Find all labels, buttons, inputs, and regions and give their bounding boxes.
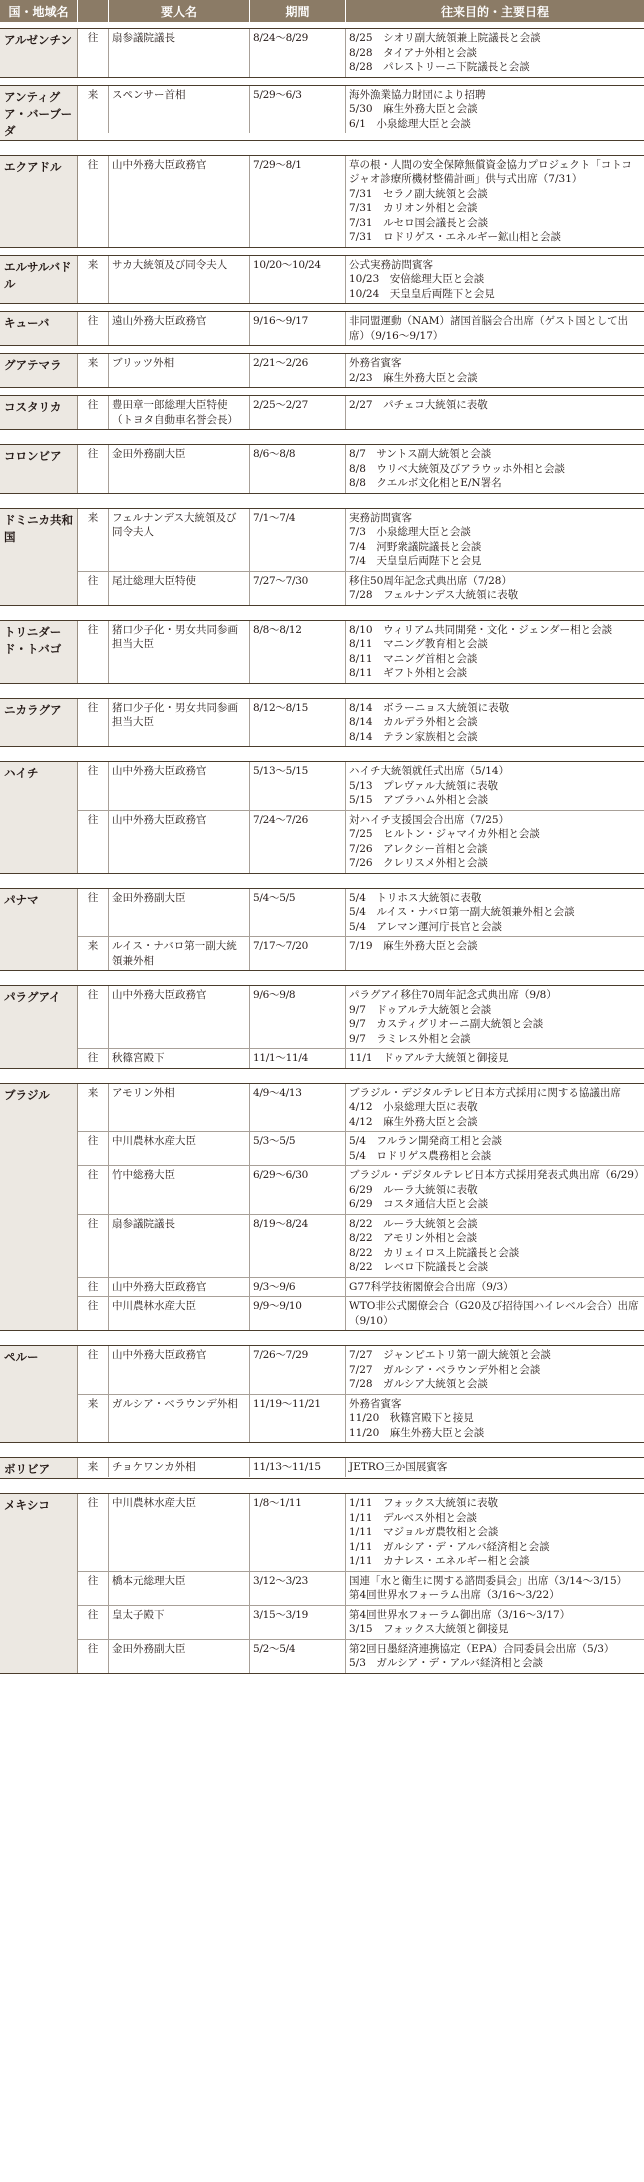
visit-list: [78, 312, 644, 345]
purpose-line: 7/31 セラノ副大統領と会談: [349, 187, 488, 200]
header-period: 期間: [250, 0, 346, 22]
purpose-line: 8/8 クエルボ文化相とE/N署名: [349, 477, 502, 489]
table-row: [78, 986, 644, 1048]
period-cell: 7/29〜8/1: [250, 156, 346, 247]
purpose-cell: [346, 889, 644, 937]
person-cell: 猪口少子化・男女共同参画担当大臣: [109, 699, 250, 747]
purpose-line: 5/4 トリホス大統領に表敬: [349, 891, 482, 904]
period-cell: 7/24〜7/26: [250, 811, 346, 873]
country-name: ハイチ: [0, 762, 78, 873]
direction-cell: 往: [78, 312, 109, 345]
period-cell: 5/4〜5/5: [250, 889, 346, 937]
country-block: [0, 508, 644, 606]
table-row: [78, 621, 644, 683]
table-row: [78, 1494, 644, 1571]
direction-cell: 往: [78, 1572, 109, 1605]
purpose-cell: [346, 1084, 644, 1132]
person-cell: 金田外務副大臣: [109, 445, 250, 493]
purpose-line: 7/19 麻生外務大臣と会談: [349, 940, 478, 952]
period-cell: 9/16〜9/17: [250, 312, 346, 345]
purpose-line: 7/26 クレリスメ外相と会談: [349, 857, 488, 869]
table-row: [78, 1639, 644, 1673]
table-row: [78, 762, 644, 810]
period-cell: 5/29〜6/3: [250, 86, 346, 134]
purpose-line: 第2回日墨経済連携協定（EPA）合同委員会出席（5/3）: [349, 1642, 615, 1655]
purpose-line: 6/29 ルーラ大統領に表敬: [349, 1183, 478, 1196]
table-row: [78, 699, 644, 747]
period-cell: 7/27〜7/30: [250, 572, 346, 605]
country-block: [0, 155, 644, 248]
purpose-line: 8/28 パレストリーニ下院議長と会談: [349, 61, 530, 73]
purpose-line: 海外漁業協力財団により招聘: [349, 88, 486, 101]
period-cell: 2/25〜2/27: [250, 396, 346, 429]
person-cell: 猪口少子化・男女共同参画担当大臣: [109, 621, 250, 683]
period-cell: 9/6〜9/8: [250, 986, 346, 1048]
purpose-line: 8/25 シオリ副大統領兼上院議長と会談: [349, 32, 541, 44]
visit-list: [78, 889, 644, 971]
purpose-line: 草の根・人間の安全保障無償資金協力プロジェクト「コトコジャオ診療所機材整備計画」供与式出席（7/31）: [349, 158, 632, 185]
purpose-line: 10/24 天皇皇后両陛下と会見: [349, 287, 495, 300]
visit-list: [78, 699, 644, 747]
country-name: ドミニカ共和国: [0, 509, 78, 605]
country-block: [0, 698, 644, 748]
person-cell: ブリッツ外相: [109, 354, 250, 387]
person-cell: 中川農林水産大臣: [109, 1494, 250, 1571]
country-name: アルゼンチン: [0, 29, 78, 77]
person-cell: 豊田章一郎総理大臣特使（トヨタ自動車名誉会長）: [109, 396, 250, 429]
purpose-cell: [346, 312, 644, 345]
purpose-line: 4/12 小泉総理大臣に表敬: [349, 1101, 478, 1113]
direction-cell: 往: [78, 445, 109, 493]
country-name: キューバ: [0, 312, 78, 345]
purpose-cell: [346, 396, 644, 429]
visit-list: [78, 29, 644, 77]
person-cell: 山中外務大臣政務官: [109, 811, 250, 873]
direction-cell: 来: [78, 509, 109, 571]
direction-cell: 往: [78, 889, 109, 937]
purpose-line: 8/11 マニング教育相と会談: [349, 638, 488, 650]
country-name: パラグアイ: [0, 986, 78, 1068]
table-row: [78, 354, 644, 387]
person-cell: フェルナンデス大統領及び同令夫人: [109, 509, 250, 571]
purpose-line: 8/22 カリェイロス上院議長と会談: [349, 1246, 520, 1259]
period-cell: 7/17〜7/20: [250, 937, 346, 970]
purpose-cell: [346, 1572, 644, 1605]
purpose-line: 5/4 ルイス・ナバロ第一副大統領兼外相と会談: [349, 906, 575, 918]
purpose-cell: [346, 1166, 644, 1214]
purpose-line: JETRO三か国展賓客: [349, 1461, 448, 1473]
direction-cell: 往: [78, 1049, 109, 1068]
direction-cell: 往: [78, 396, 109, 429]
person-cell: 扇参議院議長: [109, 29, 250, 77]
purpose-line: 対ハイチ支援国会合出席（7/25）: [349, 813, 510, 826]
purpose-cell: [346, 256, 644, 304]
direction-cell: 来: [78, 937, 109, 970]
purpose-line: 10/23 安倍総理大臣と会談: [349, 273, 485, 285]
country-name: エクアドル: [0, 156, 78, 247]
visit-list: [78, 445, 644, 493]
purpose-line: 1/11 フォックス大統領に表敬: [349, 1497, 498, 1509]
purpose-line: 国連「水と衛生に関する諮問委員会」出席（3/14〜3/15）: [349, 1574, 628, 1587]
country-block: [0, 85, 644, 141]
purpose-line: ブラジル・デジタルテレビ日本方式採用に関する協議出席: [349, 1086, 621, 1099]
purpose-line: 7/27 ジャンピエトリ第一副大統領と会談: [349, 1349, 551, 1361]
visit-list: [78, 509, 644, 605]
visit-list: [78, 1084, 644, 1331]
country-name: メキシコ: [0, 1494, 78, 1673]
purpose-line: 7/26 アレクシー首相と会談: [349, 842, 488, 855]
country-block: [0, 353, 644, 388]
table-row: [78, 312, 644, 345]
person-cell: サカ大統領及び同令夫人: [109, 256, 250, 304]
visit-list: [78, 762, 644, 873]
visit-list: [78, 1494, 644, 1673]
purpose-line: パラグアイ移住70周年記念式典出席（9/8）: [349, 989, 557, 1001]
person-cell: チョケワンカ外相: [109, 1458, 250, 1477]
direction-cell: 往: [78, 699, 109, 747]
purpose-line: ブラジル・デジタルテレビ日本方式採用発表式典出席（6/29）: [349, 1169, 644, 1181]
direction-cell: 往: [78, 1346, 109, 1394]
table-row: [78, 1296, 644, 1330]
purpose-line: 4/12 麻生外務大臣と会談: [349, 1115, 478, 1128]
period-cell: 3/15〜3/19: [250, 1606, 346, 1639]
purpose-line: 8/14 カルデラ外相と会談: [349, 716, 478, 728]
period-cell: 5/3〜5/5: [250, 1132, 346, 1165]
direction-cell: 往: [78, 1278, 109, 1297]
visit-list: [78, 86, 644, 140]
table-row: [78, 445, 644, 493]
table-body: [0, 28, 644, 1674]
table-row: [78, 1214, 644, 1277]
purpose-line: 8/8 ウリベ大統領及びアラウッホ外相と会談: [349, 462, 565, 475]
direction-cell: 往: [78, 762, 109, 810]
purpose-line: 1/11 ガルシア・デ・アルバ経済相と会談: [349, 1540, 550, 1553]
table-row: [78, 571, 644, 605]
table-row: [78, 396, 644, 429]
direction-cell: 来: [78, 256, 109, 304]
table-row: [78, 1458, 644, 1477]
person-cell: 皇太子殿下: [109, 1606, 250, 1639]
table-row: [78, 1346, 644, 1394]
direction-cell: 往: [78, 1166, 109, 1214]
country-name: エルサルバドル: [0, 256, 78, 304]
purpose-cell: [346, 354, 644, 387]
table-header: [0, 0, 644, 22]
purpose-line: 1/11 カナレス・エネルギー相と会談: [349, 1555, 530, 1567]
person-cell: 金田外務副大臣: [109, 889, 250, 937]
purpose-line: 7/4 天皇皇后両陛下と会見: [349, 555, 482, 567]
table-row: [78, 1131, 644, 1165]
country-name: ブラジル: [0, 1084, 78, 1331]
purpose-line: 移住50周年記念式典出席（7/28）: [349, 574, 512, 587]
direction-cell: 往: [78, 811, 109, 873]
purpose-line: 7/4 河野衆議院議長と会談: [349, 540, 482, 553]
direction-cell: 往: [78, 621, 109, 683]
table-row: [78, 1165, 644, 1214]
purpose-cell: [346, 1346, 644, 1394]
direction-cell: 来: [78, 354, 109, 387]
purpose-line: 外務省賓客: [349, 1397, 402, 1410]
header-purpose: 往来目的・主要日程: [440, 4, 549, 19]
country-block: [0, 985, 644, 1069]
table-row: [78, 1048, 644, 1068]
person-cell: スペンサー首相: [109, 86, 250, 134]
purpose-cell: [346, 1395, 644, 1443]
purpose-line: 8/11 マニング首相と会談: [349, 652, 478, 665]
table-row: [78, 29, 644, 77]
person-cell: 山中外務大臣政務官: [109, 1278, 250, 1297]
country-name: ニカラグア: [0, 699, 78, 747]
table-row: [78, 1571, 644, 1605]
purpose-line: 2/27 パチェコ大統領に表敬: [349, 399, 488, 411]
visit-list: [78, 256, 644, 304]
country-block: [0, 761, 644, 874]
purpose-line: 7/28 フェルナンデス大統領に表敬: [349, 589, 519, 601]
purpose-line: 8/10 ウィリアム共同開発・文化・ジェンダー相と会談: [349, 623, 613, 636]
purpose-cell: [346, 1278, 644, 1297]
person-cell: 中川農林水産大臣: [109, 1132, 250, 1165]
purpose-line: 7/25 ヒルトン・ジャマイカ外相と会談: [349, 828, 540, 840]
direction-cell: 往: [78, 1640, 109, 1673]
header-person: 要人名: [109, 0, 250, 22]
country-block: [0, 28, 644, 78]
header-country: 国・地域名: [0, 0, 78, 22]
purpose-cell: [346, 445, 644, 493]
purpose-line: 5/4 フルラン開発商工相と会談: [349, 1135, 502, 1147]
person-cell: 尾辻総理大臣特使: [109, 572, 250, 605]
purpose-line: 5/4 ロドリゲス農務相と会談: [349, 1149, 492, 1162]
purpose-line: 非同盟運動（NAM）諸国首脳会合出席（ゲスト国として出席）（9/16〜9/17）: [349, 315, 629, 342]
purpose-line: 第4回世界水フォーラム出席（3/16〜3/22）: [349, 1589, 560, 1601]
purpose-cell: [346, 1297, 644, 1330]
purpose-line: 8/28 タイアナ外相と会談: [349, 46, 478, 59]
direction-cell: 往: [78, 1494, 109, 1571]
country-block: [0, 1083, 644, 1332]
country-name: ボリビア: [0, 1458, 78, 1478]
period-cell: 5/2〜5/4: [250, 1640, 346, 1673]
person-cell: 扇参議院議長: [109, 1215, 250, 1277]
country-block: [0, 888, 644, 972]
purpose-line: 9/7 ラミレス外相と会談: [349, 1032, 471, 1045]
visit-list: [78, 986, 644, 1068]
purpose-cell: [346, 1458, 644, 1477]
purpose-line: G77科学技術閣僚会合出席（9/3）: [349, 1280, 514, 1293]
purpose-line: 5/4 アレマン運河庁長官と会談: [349, 920, 502, 933]
purpose-line: 8/22 ルーラ大統領と会談: [349, 1217, 478, 1230]
purpose-line: 9/7 ドゥアルテ大統領と会談: [349, 1003, 492, 1016]
direction-cell: 往: [78, 986, 109, 1048]
person-cell: 山中外務大臣政務官: [109, 762, 250, 810]
purpose-cell: [346, 572, 644, 605]
purpose-line: 実務訪問賓客: [349, 511, 412, 524]
table-row: [78, 256, 644, 304]
direction-cell: 往: [78, 1297, 109, 1330]
table-row: [78, 156, 644, 247]
purpose-line: 第4回世界水フォーラム御出席（3/16〜3/17）: [349, 1608, 571, 1621]
direction-cell: 往: [78, 1132, 109, 1165]
person-cell: アモリン外相: [109, 1084, 250, 1132]
direction-cell: 来: [78, 1084, 109, 1132]
purpose-line: 7/31 ロドリゲス・エネルギー鉱山相と会談: [349, 231, 561, 243]
purpose-line: 6/29 コスタ通信大臣と会談: [349, 1198, 489, 1210]
country-block: [0, 444, 644, 494]
country-name: パナマ: [0, 889, 78, 971]
country-block: [0, 1457, 644, 1479]
person-cell: 中川農林水産大臣: [109, 1297, 250, 1330]
table-row: [78, 86, 644, 134]
visit-list: [78, 354, 644, 387]
purpose-cell: [346, 29, 644, 77]
period-cell: 3/12〜3/23: [250, 1572, 346, 1605]
period-cell: 11/1〜11/4: [250, 1049, 346, 1068]
purpose-line: 7/31 カリオン外相と会談: [349, 202, 478, 214]
purpose-line: 1/11 デルベス外相と会談: [349, 1511, 478, 1524]
period-cell: 8/24〜8/29: [250, 29, 346, 77]
purpose-line: 7/28 ガルシア大統領と会談: [349, 1378, 488, 1390]
header-direction: [78, 0, 109, 22]
purpose-cell: [346, 1606, 644, 1639]
country-block: [0, 395, 644, 430]
person-cell: 秋篠宮殿下: [109, 1049, 250, 1068]
purpose-line: 7/27 ガルシア・ベラウンデ外相と会談: [349, 1363, 541, 1376]
visit-list: [78, 396, 644, 429]
country-name: アンティグア・バーブーダ: [0, 86, 78, 140]
visit-list: [78, 156, 644, 247]
person-cell: ガルシア・ベラウンデ外相: [109, 1395, 250, 1443]
direction-cell: 来: [78, 1458, 109, 1477]
table-row: [78, 1605, 644, 1639]
person-cell: ルイス・ナバロ第一副大統領兼外相: [109, 937, 250, 970]
purpose-cell: [346, 762, 644, 810]
purpose-cell: [346, 86, 644, 134]
purpose-line: 3/15 フォックス大統領と御接見: [349, 1623, 509, 1635]
purpose-cell: [346, 1640, 644, 1673]
period-cell: 8/12〜8/15: [250, 699, 346, 747]
table-row: [78, 509, 644, 571]
purpose-cell: [346, 699, 644, 747]
person-cell: 山中外務大臣政務官: [109, 156, 250, 247]
purpose-line: 外務省賓客: [349, 357, 402, 369]
period-cell: 1/8〜1/11: [250, 1494, 346, 1571]
purpose-line: 11/20 麻生外務大臣と会談: [349, 1426, 485, 1439]
purpose-cell: [346, 509, 644, 571]
period-cell: 11/13〜11/15: [250, 1458, 346, 1477]
purpose-line: 6/1 小泉総理大臣と会談: [349, 117, 471, 130]
purpose-line: 5/15 アブラハム外相と会談: [349, 794, 489, 806]
purpose-line: 8/14 ボラーニョス大統領に表敬: [349, 701, 510, 714]
country-block: [0, 1493, 644, 1674]
purpose-line: 7/3 小泉総理大臣と会談: [349, 526, 471, 538]
period-cell: 9/3〜9/6: [250, 1278, 346, 1297]
purpose-line: 9/7 カスティグリオーニ副大統領と会談: [349, 1018, 544, 1030]
direction-cell: 往: [78, 1215, 109, 1277]
purpose-cell: [346, 986, 644, 1048]
direction-cell: 来: [78, 1395, 109, 1443]
period-cell: 11/19〜11/21: [250, 1395, 346, 1443]
purpose-line: 11/20 秋篠宮殿下と接見: [349, 1412, 474, 1424]
country-block: [0, 620, 644, 684]
period-cell: 7/1〜7/4: [250, 509, 346, 571]
purpose-line: 1/11 マジョルガ農牧相と会談: [349, 1526, 499, 1538]
visit-list: [78, 1346, 644, 1442]
table-row: [78, 1394, 644, 1443]
purpose-line: 8/22 レベロ下院議長と会談: [349, 1261, 489, 1273]
purpose-cell: [346, 621, 644, 683]
period-cell: 6/29〜6/30: [250, 1166, 346, 1214]
direction-cell: 往: [78, 29, 109, 77]
direction-cell: 往: [78, 572, 109, 605]
purpose-cell: [346, 156, 644, 247]
purpose-line: 2/23 麻生外務大臣と会談: [349, 371, 478, 384]
person-cell: 山中外務大臣政務官: [109, 986, 250, 1048]
country-block: [0, 255, 644, 305]
direction-cell: 往: [78, 156, 109, 247]
direction-cell: 往: [78, 1606, 109, 1639]
purpose-line: 8/22 アモリン外相と会談: [349, 1232, 478, 1244]
table-row: [78, 810, 644, 873]
table-row: [78, 889, 644, 937]
purpose-line: 公式実務訪問賓客: [349, 258, 433, 271]
purpose-cell: [346, 937, 644, 970]
country-block: [0, 311, 644, 346]
purpose-line: 8/11 ギフト外相と会談: [349, 667, 468, 679]
period-cell: 8/6〜8/8: [250, 445, 346, 493]
purpose-line: 7/31 ルセロ国会議長と会談: [349, 216, 489, 229]
period-cell: 8/19〜8/24: [250, 1215, 346, 1277]
purpose-line: 5/30 麻生外務大臣と会談: [349, 103, 478, 115]
table-row: [78, 1277, 644, 1297]
person-cell: 金田外務副大臣: [109, 1640, 250, 1673]
purpose-line: WTO非公式閣僚会合（G20及び招待国ハイレベル会合）出席（9/10）: [349, 1300, 639, 1327]
country-block: [0, 1345, 644, 1443]
purpose-line: 8/14 テラン家族相と会談: [349, 730, 478, 743]
country-name: コスタリカ: [0, 396, 78, 429]
period-cell: 7/26〜7/29: [250, 1346, 346, 1394]
person-cell: 竹中総務大臣: [109, 1166, 250, 1214]
visit-list: [78, 621, 644, 683]
purpose-line: ハイチ大統領就任式出席（5/14）: [349, 765, 510, 777]
person-cell: 山中外務大臣政務官: [109, 1346, 250, 1394]
person-cell: 遠山外務大臣政務官: [109, 312, 250, 345]
purpose-cell: [346, 1132, 644, 1165]
country-name: グアテマラ: [0, 354, 78, 387]
purpose-cell: [346, 1494, 644, 1571]
period-cell: 2/21〜2/26: [250, 354, 346, 387]
purpose-line: 11/1 ドゥアルテ大統領と御接見: [349, 1052, 509, 1064]
purpose-cell: [346, 1049, 644, 1068]
country-name: コロンビア: [0, 445, 78, 493]
direction-cell: 来: [78, 86, 109, 134]
table-row: [78, 1084, 644, 1132]
purpose-cell: [346, 811, 644, 873]
person-cell: 橋本元総理大臣: [109, 1572, 250, 1605]
period-cell: 8/8〜8/12: [250, 621, 346, 683]
purpose-line: 5/3 ガルシア・デ・アルバ経済相と会談: [349, 1657, 543, 1669]
purpose-line: 5/13 プレヴァル大統領に表敬: [349, 779, 499, 792]
purpose-line: 8/7 サントス副大統領と会談: [349, 448, 492, 460]
period-cell: 10/20〜10/24: [250, 256, 346, 304]
purpose-cell: [346, 1215, 644, 1277]
table-row: [78, 936, 644, 970]
country-name: ペルー: [0, 1346, 78, 1442]
period-cell: 4/9〜4/13: [250, 1084, 346, 1132]
period-cell: 9/9〜9/10: [250, 1297, 346, 1330]
visit-list: [78, 1458, 644, 1478]
period-cell: 5/13〜5/15: [250, 762, 346, 810]
country-name: トリニダード・トバゴ: [0, 621, 78, 683]
